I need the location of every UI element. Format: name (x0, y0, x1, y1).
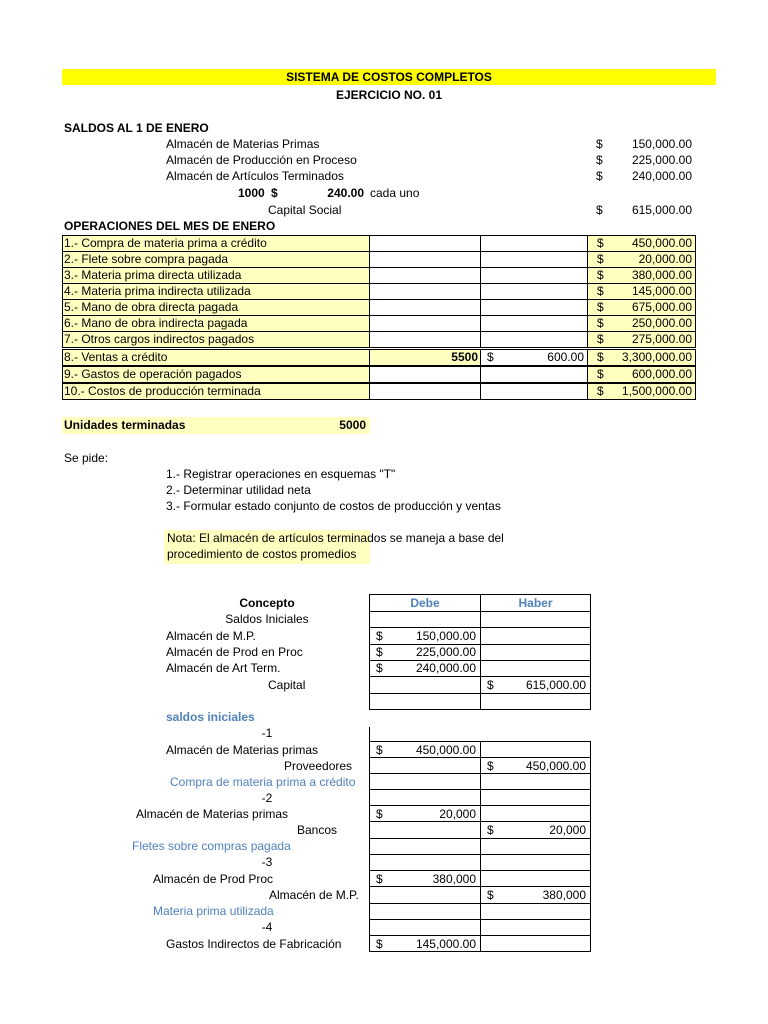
table-row (62, 235, 696, 251)
op-currency: $ (597, 284, 604, 298)
debe-currency: $ (376, 807, 383, 821)
op-label: 1.- Compra de materia prima a crédito (64, 236, 267, 250)
op-price: 600.00 (547, 350, 584, 364)
entry-number: -2 (261, 791, 273, 805)
col-concepto: Concepto (239, 596, 295, 610)
pide-item: 2.- Determinar utilidad neta (166, 483, 311, 497)
journal-account: Almacén de Materias primas (166, 743, 319, 757)
col-debe: Debe (410, 596, 440, 610)
op-label: 10.- Costos de producción terminada (64, 384, 261, 398)
pide-item: 1.- Registrar operaciones en esquemas "T" (166, 467, 396, 481)
page-subtitle: EJERCICIO NO. 01 (335, 88, 443, 102)
haber-amount: 450,000.00 (525, 759, 586, 773)
haber-currency: $ (487, 823, 494, 837)
debe-currency: $ (376, 743, 383, 757)
debe-currency: $ (376, 872, 383, 886)
pide-heading: Se pide: (64, 451, 109, 465)
entry-number: -3 (261, 855, 273, 869)
journal-account: Bancos (297, 823, 338, 837)
saldo-label: Almacén de Artículos Terminados (166, 169, 344, 183)
op-currency: $ (597, 332, 604, 346)
table-row (62, 383, 696, 399)
op-amount: 275,000.00 (631, 332, 692, 346)
units-suffix: cada uno (370, 186, 420, 200)
table-row (62, 366, 696, 382)
op-currency: $ (597, 384, 604, 398)
op-label: 8.- Ventas a crédito (64, 350, 168, 364)
op-amount: 600,000.00 (631, 367, 692, 381)
saldos-iniciales-title: Saldos Iniciales (225, 612, 309, 626)
table-row (62, 349, 696, 365)
journal-account: Gastos Indirectos de Fabricación (166, 937, 342, 951)
capital-label: Capital Social (268, 203, 342, 217)
debe-currency: $ (376, 645, 383, 659)
debe-amount: 450,000.00 (415, 743, 476, 757)
operaciones-heading: OPERACIONES DEL MES DE ENERO (64, 219, 276, 233)
debe-currency: $ (376, 661, 383, 675)
op-label: 6.- Mano de obra indirecta pagada (64, 316, 248, 330)
table-row (62, 251, 696, 267)
journal-account: Almacén de M.P. (166, 629, 256, 643)
saldo-amount: 150,000.00 (631, 137, 692, 151)
op-label: 4.- Materia prima indirecta utilizada (64, 284, 251, 298)
haber-currency: $ (487, 888, 494, 902)
debe-amount: 240,000.00 (415, 661, 476, 675)
saldos-note: saldos iniciales (166, 710, 255, 724)
table-row (62, 331, 696, 347)
capital-currency: $ (596, 203, 603, 217)
debe-currency: $ (376, 629, 383, 643)
table-row (62, 283, 696, 299)
haber-currency: $ (487, 759, 494, 773)
op-amount: 3,300,000.00 (621, 350, 692, 364)
entry-number: -1 (261, 726, 273, 740)
saldo-amount: 225,000.00 (631, 153, 692, 167)
debe-amount: 380,000 (432, 872, 476, 886)
entry-note: Compra de materia prima a crédito (170, 775, 356, 789)
haber-amount: 20,000 (549, 823, 586, 837)
saldo-label: Almacén de Materias Primas (166, 137, 320, 151)
journal-account: Almacén de Prod en Proc (166, 645, 303, 659)
units-price: 240.00 (327, 186, 364, 200)
table-row (62, 267, 696, 283)
op-currency: $ (597, 300, 604, 314)
saldo-label: Almacén de Producción en Proceso (166, 153, 357, 167)
entry-note: Materia prima utilizada (153, 904, 274, 918)
saldo-currency: $ (596, 153, 603, 167)
op-currency: $ (597, 252, 604, 266)
debe-amount: 20,000 (439, 807, 476, 821)
units-currency: $ (271, 186, 278, 200)
debe-currency: $ (376, 937, 383, 951)
op-currency: $ (597, 367, 604, 381)
journal-account: Almacén de M.P. (269, 888, 359, 902)
op-amount: 450,000.00 (631, 236, 692, 250)
op-amount: 675,000.00 (631, 300, 692, 314)
saldo-amount: 240,000.00 (631, 169, 692, 183)
table-row (62, 299, 696, 315)
op-amount: 145,000.00 (631, 284, 692, 298)
op-label: 3.- Materia prima directa utilizada (64, 268, 242, 282)
journal-account: Almacén de Materias primas (136, 807, 289, 821)
debe-amount: 145,000.00 (415, 937, 476, 951)
journal-account: Almacén de Art Term. (166, 661, 281, 675)
op-currency: $ (597, 236, 604, 250)
op-amount: 380,000.00 (631, 268, 692, 282)
haber-amount: 380,000 (542, 888, 586, 902)
op-amount: 20,000.00 (638, 252, 692, 266)
table-row (62, 315, 696, 331)
haber-currency: $ (487, 678, 494, 692)
op-price-currency: $ (487, 350, 494, 364)
unidades-value: 5000 (339, 418, 366, 432)
op-amount: 250,000.00 (631, 316, 692, 330)
saldo-currency: $ (596, 169, 603, 183)
op-currency: $ (597, 268, 604, 282)
op-currency: $ (597, 316, 604, 330)
unidades-label: Unidades terminadas (64, 418, 186, 432)
op-label: 2.- Flete sobre compra pagada (64, 252, 229, 266)
page-title: SISTEMA DE COSTOS COMPLETOS (286, 70, 492, 84)
col-haber: Haber (518, 596, 553, 610)
journal-account: Capital (268, 678, 306, 692)
saldos-heading: SALDOS AL 1 DE ENERO (64, 121, 209, 135)
debe-amount: 225,000.00 (415, 645, 476, 659)
entry-number: -4 (261, 920, 273, 934)
nota-line-2: procedimiento de costos promedios (167, 547, 357, 561)
capital-amount: 615,000.00 (631, 203, 692, 217)
op-label: 7.- Otros cargos indirectos pagados (64, 332, 255, 346)
debe-amount: 150,000.00 (415, 629, 476, 643)
units-qty: 1000 (238, 186, 265, 200)
op-amount: 1,500,000.00 (621, 384, 692, 398)
saldo-currency: $ (596, 137, 603, 151)
journal-account: Almacén de Prod Proc (153, 872, 274, 886)
pide-item: 3.- Formular estado conjunto de costos de producción y ventas (166, 499, 501, 513)
haber-amount: 615,000.00 (525, 678, 586, 692)
journal-account: Proveedores (284, 759, 353, 773)
entry-note: Fletes sobre compras pagada (132, 839, 291, 853)
nota-line-1: Nota: El almacén de artículos terminados se maneja a base del (167, 531, 504, 545)
op-label: 9.- Gastos de operación pagados (64, 367, 242, 381)
op-qty: 5500 (451, 350, 478, 364)
op-currency: $ (597, 350, 604, 364)
op-label: 5.- Mano de obra directa pagada (64, 300, 239, 314)
